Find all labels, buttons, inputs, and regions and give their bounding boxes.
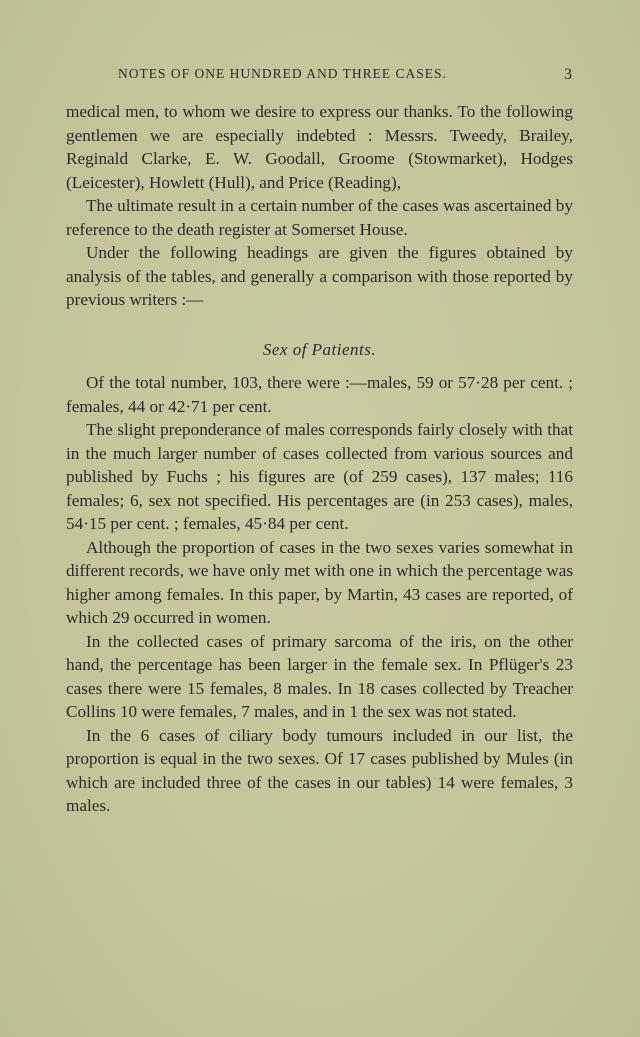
paragraph-total-number: Of the total number, 103, there were :—males, 59 or 57·28 per cent. ; females, 44 or 42·71 per cent. bbox=[66, 373, 573, 416]
paragraph-martin: Although the proportion of cases in the two sexes varies somewhat in different records, we have only met with one in which the percentage was higher among females. In this paper, by Martin, 43 cases are reported, of which 29 occurred in women. bbox=[66, 537, 574, 627]
paragraph-iris-sarcoma: In the collected cases of primary sarcoma of the iris, on the other hand, the percentage has been larger in the female sex. In Pflüger's 23 cases there were 15 females, 8 males. In 18 cases collected by Treacher Collins 10 were females, 7 males, and in 1 the sex was not stated. bbox=[66, 631, 573, 721]
paragraph-death-register: The ultimate result in a certain number of the cases was ascertained by reference to the death register at Somerset House. bbox=[66, 196, 573, 239]
paragraph-acknowledgements: medical men, to whom we desire to express our thanks. To the following gentlemen we are especially indebted : Messrs. Tweedy, Brailey, Reginald Clarke, E. W. Goodall, Groome (Stowmarket), Hodges (Leicester), Howlett (Hull), and Price (Reading), bbox=[66, 102, 573, 192]
page-number: 3 bbox=[564, 66, 572, 83]
paragraph-ciliary-body: In the 6 cases of ciliary body tumours included in our list, the proportion is equal in the two sexes. Of 17 cases published by Mules (in which are included three of the cases in our tables) 14 were females, 3 males. bbox=[66, 725, 573, 815]
paragraph-headings-intro: Under the following headings are given the figures obtained by analysis of the tables, and generally a comparison with those reported by previous writers :— bbox=[66, 243, 573, 309]
paragraph-fuchs: The slight preponderance of males corresponds fairly closely with that in the much larger number of cases collected from various sources and published by Fuchs ; his figures are (of 259 cases), 137 males; 116 females; 6, sex not specified. His percentages are (in 253 cases), males, 54·15 per cent. ; females, 45·84 per cent. bbox=[66, 420, 573, 533]
body-text bbox=[66, 100, 573, 818]
section-heading: Sex of Patients. bbox=[262, 339, 377, 359]
page-header bbox=[66, 66, 572, 86]
running-title: NOTES OF ONE HUNDRED AND THREE CASES. bbox=[118, 66, 447, 81]
